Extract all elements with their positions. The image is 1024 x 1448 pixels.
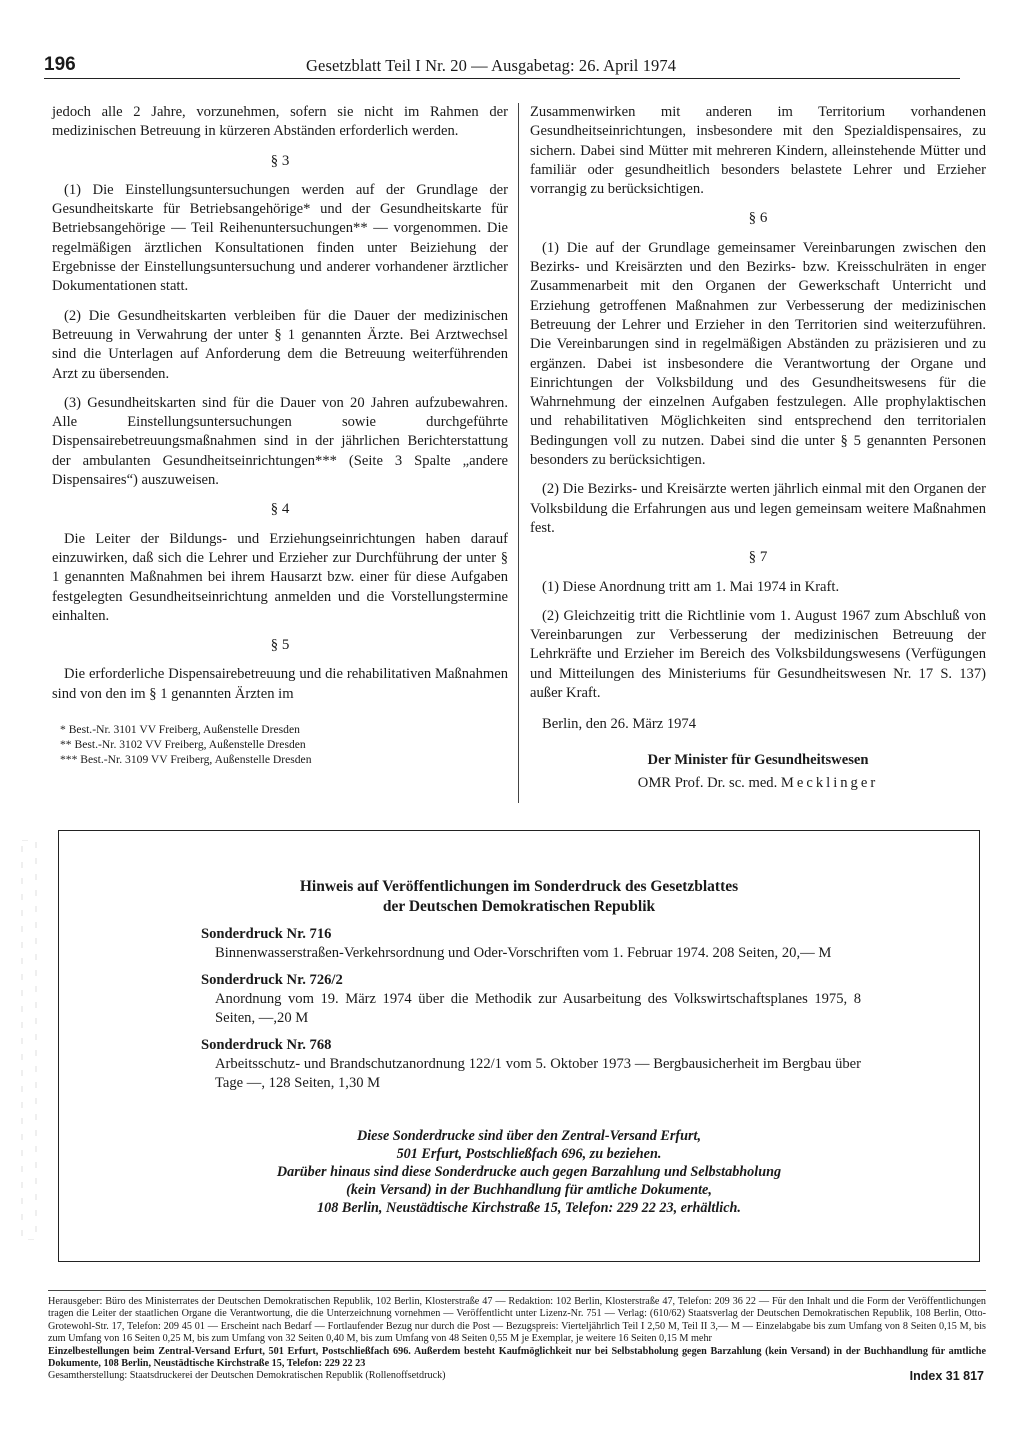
header-title: Gesetzblatt Teil I Nr. 20 — Ausgabetag: 26. April 1974	[306, 56, 677, 75]
right-column	[530, 103, 986, 793]
imprint	[48, 1296, 986, 1383]
signatory-name	[530, 774, 986, 793]
notice-contact-line: 108 Berlin, Neustädtische Kirchstraße 15, Telefon: 229 22 23, erhältlich.	[317, 1200, 741, 1216]
notice-item-desc: Binnenwasserstraßen-Verkehrsordnung und Oder-Vorschriften vom 1. Februar 1974. 208 Seiten, 20,— M	[215, 945, 832, 961]
margin-stamp-graphic	[18, 840, 40, 1240]
paragraph: jedoch alle 2 Jahre, vorzunehmen, sofern sie nicht im Rahmen der medizinischen Betreuung in kürzeren Abständen erforderlich werden.	[52, 104, 508, 140]
section-heading-6: § 6	[748, 210, 768, 227]
imprint-bottom-row	[48, 1370, 986, 1382]
notice-item	[201, 1036, 861, 1093]
paragraph: (2) Die Gesundheitskarten verbleiben für die Dauer der medizinischen Betreuung in Verwahrung der unter § 1 genannten Ärzte. Bei Arztwechsel sind die Unterlagen auf Anforderung dem die Betreuung weiterführenden Arzt zu übersenden.	[52, 307, 508, 382]
notice-contact-line: Darüber hinaus sind diese Sonderdrucke auch gegen Barzahlung und Selbstabholung	[276, 1164, 782, 1180]
signatory-surname: Mecklinger	[780, 774, 879, 791]
page-header	[44, 52, 960, 79]
notice-title-line: der Deutschen Demokratischen Republik	[382, 898, 656, 915]
section-heading-3: § 3	[270, 152, 290, 169]
signatory-name-prefix: OMR Prof. Dr. sc. med.	[637, 774, 778, 791]
place-date: Berlin, den 26. März 1974	[542, 716, 697, 733]
notice-item	[201, 971, 861, 1028]
paragraph: (3) Gesundheitskarten sind für die Dauer von 20 Jahren aufzubewahren. Alle Einstellungsuntersuchungen sowie durchgeführte Dispensairebetreuungsmaßnahmen sind in der jährlichen Berichterstattung der ambulanten Gesundheitseinrichtungen*** (Seite 3 Spalte „andere Dispensaires“) auszuweisen.	[52, 394, 508, 489]
paragraph: Die Leiter der Bildungs- und Erziehungseinrichtungen haben darauf einzuwirken, daß sich die Lehrer und Erzieher zur Durchführung der unter § 1 genannten Maßnahmen bei ihrem Hausarzt bzw. einer für diese Aufgaben festgelegten Gesundheitseinrichtung anmelden und die Vorstellungstermine einhalten.	[52, 530, 508, 624]
notice-item-label: Sonderdruck Nr. 716	[201, 926, 332, 942]
section-heading-4: § 4	[270, 501, 290, 518]
paragraph: (1) Diese Anordnung tritt am 1. Mai 1974 in Kraft.	[542, 578, 840, 595]
footnote: ** Best.-Nr. 3102 VV Freiberg, Außenstelle Dresden	[60, 738, 306, 752]
paragraph: Zusammenwirken mit anderen im Territorium vorhandenen Gesundheitseinrichtungen, insbesondere mit den Spezialdispensaires, zu sichern. Dabei sind Mütter mit mehreren Kindern, alleinstehende Mütter und familiär oder gesundheitlich besonders belastete Lehrer und Erzieher vorrangig zu berücksichtigen.	[530, 104, 986, 198]
page-number: 196	[44, 54, 76, 75]
signatory-title: Der Minister für Gesundheitswesen	[647, 751, 869, 768]
notice-contact-line: 501 Erfurt, Postschließfach 696, zu beziehen.	[396, 1146, 662, 1162]
notice-contact-line: Diese Sonderdrucke sind über den Zentral-Versand Erfurt,	[356, 1128, 702, 1144]
notice-title	[59, 877, 979, 917]
signature-block	[530, 751, 986, 794]
imprint-divider	[48, 1290, 986, 1291]
footnotes	[52, 722, 508, 767]
notice-items	[201, 925, 861, 1101]
notice-item-desc: Anordnung vom 19. März 1974 über die Methodik zur Ausarbeitung des Volkswirtschaftsplanes 1975, 8 Seiten, —,20 M	[215, 991, 861, 1026]
paragraph: (1) Die Einstellungsuntersuchungen werden auf der Grundlage der Gesundheitskarte für Betriebsangehörige* und der Gesundheitskarte für Betriebsangehörige — Teil Reihenuntersuchungen** — vorgenommen. Die regelmäßigen ärztlichen Konsultationen finden unter Beiziehung der Ergebnisse der Einstellungsuntersuchung und anderer vorhandener ärztlicher Dokumentationen statt.	[52, 181, 508, 295]
column-divider	[518, 103, 519, 803]
imprint-printer: Gesamtherstellung: Staatsdruckerei der Deutschen Demokratischen Republik (Rollenoffsetdruck)	[48, 1370, 446, 1382]
publication-notice-box	[58, 830, 980, 1262]
section-heading-5: § 5	[270, 637, 290, 654]
paragraph: (2) Gleichzeitig tritt die Richtlinie vom 1. August 1967 zum Abschluß von Vereinbarungen zur Verbesserung der medizinischen Betreuung der Lehrkräfte und Erzieher im Bereich des Volksbildungswesens (Verfügungen und Mitteilungen des Ministeriums für Gesundheitswesen Nr. 17 S. 137) außer Kraft.	[530, 607, 986, 702]
footnote: * Best.-Nr. 3101 VV Freiberg, Außenstelle Dresden	[60, 723, 300, 737]
section-heading-7: § 7	[748, 549, 768, 566]
notice-item-label: Sonderdruck Nr. 768	[201, 1037, 332, 1053]
notice-contact-line: (kein Versand) in der Buchhandlung für amtliche Dokumente,	[346, 1182, 712, 1198]
paragraph: (1) Die auf der Grundlage gemeinsamer Vereinbarungen zwischen den Bezirks- und Kreisärzten und den Bezirks- bzw. Kreisschulräten in enger Zusammenarbeit mit den Organen der Gewerkschaft Unterricht und Erziehung getroffenen Maßnahmen zur Verbesserung der medizinischen Betreuung der Lehrer und Erzieher in den Territorien sind weiterzuführen. Die Vereinbarungen sind in regelmäßigen Abständen zu präzisieren und zu ergänzen. Dabei ist insbesondere die Verantwortung der Organe und Einrichtungen der Volksbildung und des Gesundheitswesens für die Wahrnehmung der einzelnen Aufgaben festzulegen. Alle prophylaktischen und rehabilitativen Möglichkeiten sind entsprechend den territorialen Bedingungen voll zu nutzen. Dabei sind die unter § 5 genannten Personen besonders zu berücksichtigen.	[530, 239, 986, 469]
notice-item-label: Sonderdruck Nr. 726/2	[201, 972, 343, 988]
notice-item	[201, 925, 861, 963]
footnote: *** Best.-Nr. 3109 VV Freiberg, Außenstelle Dresden	[60, 753, 312, 767]
index-number: Index 31 817	[909, 1369, 984, 1384]
left-column	[52, 103, 508, 767]
paragraph: Die erforderliche Dispensairebetreuung und die rehabilitativen Maßnahmen sind von den im § 1 genannten Ärzten im	[52, 666, 508, 702]
paragraph: (2) Die Bezirks- und Kreisärzte werten jährlich einmal mit den Organen der Volksbildung die Erfahrungen aus und legen gemeinsam weitere Maßnahmen fest.	[530, 481, 986, 536]
imprint-publisher: Herausgeber: Büro des Ministerrates der Deutschen Demokratischen Republik, 102 Berlin, Klosterstraße 47 — Redaktion: 102 Berlin, Klosterstraße 47, Telefon: 209 36 22 — Für den Inhalt und die Form der Veröffentlichungen tragen die Leiter der staatlichen Organe die Verantwortung, die die Unterzeichnung vornehmen — Veröffentlicht unter Lizenz-Nr. 751 — Verlag: (610/62) Staatsverlag der Deutschen Demokratischen Republik, 108 Berlin, Otto-Grotewohl-Str. 17, Telefon: 209 45 01 — Erscheint nach Bedarf — Fortlaufender Bezug nur durch die Post — Bezugspreis: Vierteljährlich Teil I 2,50 M, Teil II 3,— M — Einzelabgabe bis zum Umfang von 8 Seiten 0,15 M, bis zum Umfang von 16 Seiten 0,25 M, bis zum Umfang von 32 Seiten 0,40 M, bis zum Umfang von 48 Seiten 0,55 M je Exemplar, je weitere 16 Seiten 0,15 M mehr	[48, 1296, 986, 1345]
imprint-orders: Einzelbestellungen beim Zentral-Versand Erfurt, 501 Erfurt, Postschließfach 696. Außerdem besteht Kaufmöglichkeit nur bei Selbstabholung gegen Barzahlung (kein Versand) in der Buchhandlung für amtliche Dokumente, 108 Berlin, Neustädtische Kirchstraße 15, Telefon: 229 22 23	[48, 1345, 986, 1370]
notice-item-desc: Arbeitsschutz- und Brandschutzanordnung 122/1 vom 5. Oktober 1973 — Bergbausicherheit im Bergbau über Tage —, 128 Seiten, 1,30 M	[215, 1056, 861, 1091]
notice-contact	[179, 1127, 879, 1217]
notice-title-line: Hinweis auf Veröffentlichungen im Sonderdruck des Gesetzblattes	[299, 878, 739, 895]
